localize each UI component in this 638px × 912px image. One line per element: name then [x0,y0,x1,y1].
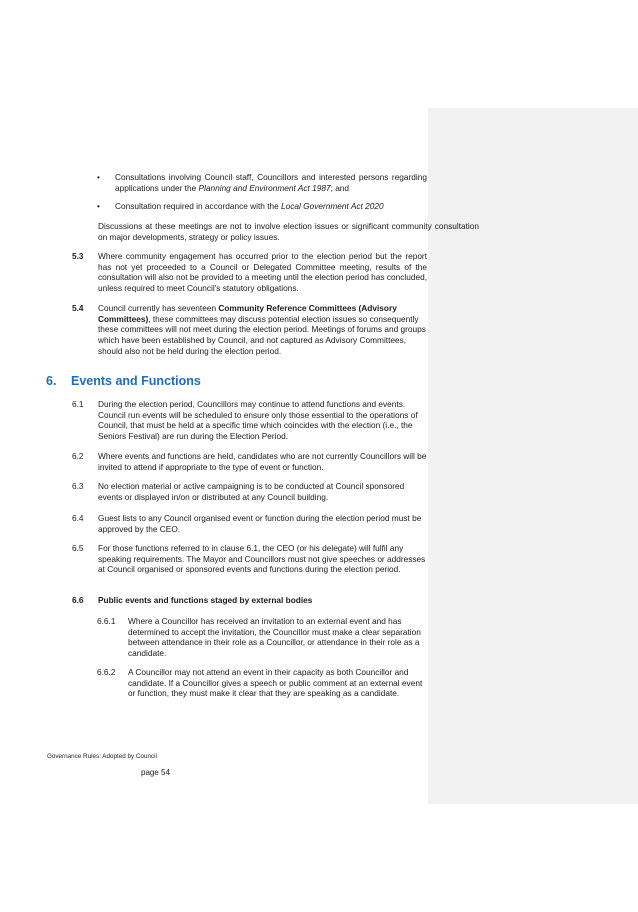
clause-6-4 [46,513,427,534]
clause-6-2 [46,451,427,472]
section-title: Events and Functions [71,374,201,388]
subclause-6-6-1 [46,616,427,659]
clause-number: 5.3 [72,251,84,261]
clause-text: Where events and functions are held, candidates who are not currently Councillors will be invited to attend if appropriate to the type of event or function. [98,451,427,472]
clause-number: 6.1 [72,399,84,409]
clause-6-5 [46,543,427,575]
bullet-text-before: Consultations involving Council staff, Councillors and interested persons regarding applications under the [115,172,427,193]
clause-6-3 [46,481,427,502]
section-heading [46,374,427,388]
clause-6-6-heading [46,595,427,606]
subclause-text: A Councillor may not attend an event in their capacity as both Councillor and candidate. If a Councillor gives a speech or public comment at an external event or function, they must make it clear that they are speaking as a candidate. [128,667,423,699]
bullet-text-after: ; and [330,182,350,193]
clause-text: Where community engagement has occurred prior to the election period but the report has not yet proceeded to a Council or Delegated Committee meeting, results of the consultation will also not be provided to a meeting until the election period has concluded, unless required to meet Council's statutory obligations. [98,251,427,294]
bullet-item [46,201,427,212]
clause-number: 6.6 [72,595,84,605]
clause-text-after: , these committees may discuss potential election issues so consequently these committees will not meet during the election period. Meetings of forums and groups which have been established by Council, and not captured as Advisory Committees, should also not be held during the election period. [98,313,426,356]
clause-number: 6.2 [72,451,84,461]
subclause-number: 6.6.2 [97,667,116,677]
bullet-icon: • [97,201,100,211]
clause-5-3 [46,251,427,294]
page-number: page 54 [141,768,170,777]
bullet-item [46,172,427,193]
clause-text: During the election period, Councillors may continue to attend functions and events. Council run events will be scheduled to ensure only those essential to the operations of Council, that must be held at a specific time which coincides with the election (i.e., the Seniors Festival) are run during the Election Period. [98,399,418,442]
clause-text-before: Council currently has seventeen [98,303,219,313]
section-number: 6. [46,374,57,388]
bullet-text [115,172,427,193]
clause-6-1 [46,399,427,442]
clause-heading-text: Public events and functions staged by external bodies [98,595,313,605]
clause-number: 6.5 [72,543,84,553]
footer-note: Governance Rules: Adopted by Council [47,753,157,760]
subclause-number: 6.6.1 [97,616,116,626]
clause-text: For those functions referred to in clause 6.1, the CEO (or his delegate) will fulfil any speaking requirements. The Mayor and Councillors must not give speeches or addresses at Council organised or sponsored events and functions during the election period. [98,543,426,575]
subclause-text: Where a Councillor has received an invitation to an external event and has determined to accept the invitation, the Councillor must make a clear separation between attendance in their role as a Councillor, or attendance in their role as a candidate. [128,616,421,659]
act-name-italic: Local Government Act 2020 [281,201,384,211]
clause-number: 6.3 [72,481,84,491]
bullet-text [115,201,427,212]
clause-text [98,303,427,357]
clause-5-4 [46,303,427,357]
side-panel [428,108,638,804]
paragraph: Discussions at these meetings are not to involve election issues or significant community consultation on major developments, strategy or policy issues. [98,221,479,242]
act-name-italic: Planning and Environment Act 1987 [198,182,331,193]
committees-bold: Community Reference Committees (Advisory Committees) [98,303,397,324]
clause-text: Guest lists to any Council organised event or function during the election period must be approved by the CEO. [98,513,422,534]
bullet-text-before: Consultation required in accordance with the [115,201,282,211]
subclause-6-6-2 [46,667,427,699]
clause-text: No election material or active campaigning is to be conducted at Council sponsored events or displayed in/on or distributed at any Council building. [98,481,405,502]
clause-number: 5.4 [72,303,84,313]
bullet-icon: • [97,172,100,182]
clause-number: 6.4 [72,513,84,523]
